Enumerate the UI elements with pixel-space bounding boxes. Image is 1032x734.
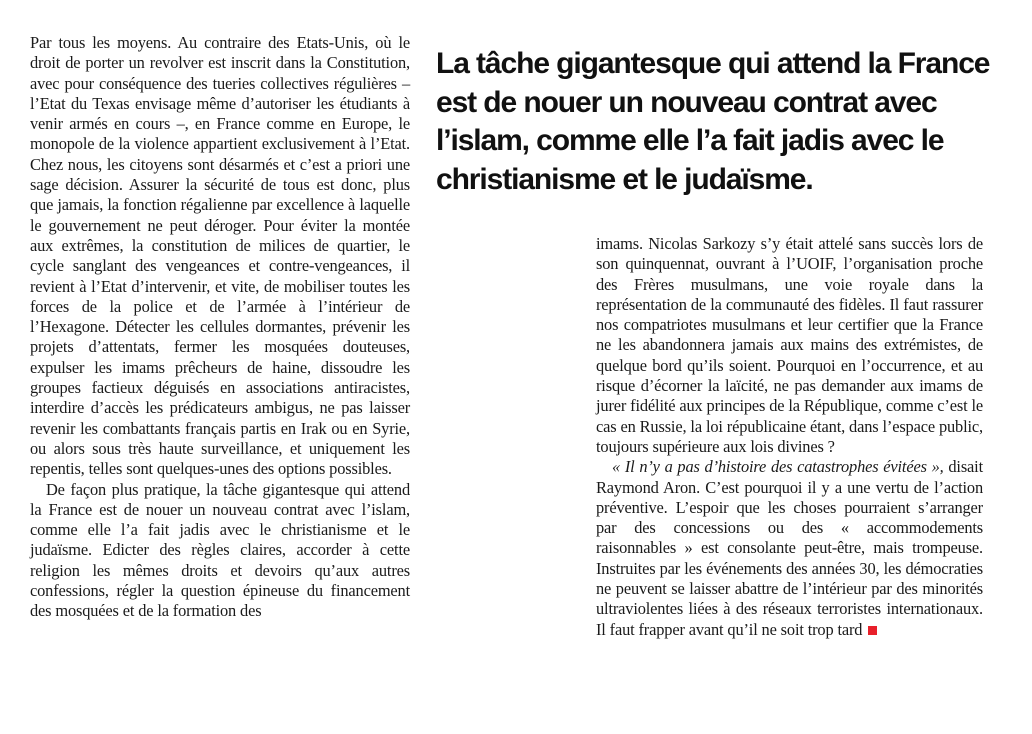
quotation-aron: « Il n’y a pas d’histoire des catastrophes évitées », <box>612 457 944 477</box>
body-paragraph: imams. Nicolas Sarkozy s’y était attelé sans succès lors de son quinquennat, ouvrant à l’UOIF, l’organisation proche des Frères musulmans, une voie royale dans la représentation de la communauté des fidèles. Il faut rassurer nos compatriotes musulmans et leur certifier que la France ne les abandonnera jamais aux mains des extrémistes, de quelque bord qu’ils soient. Pourquoi en l’occurrence, et au risque d’écorner la laïcité, ne pas demander aux imams de jurer fidélité aux principes de la République, comme c’est le cas en Russie, la loi républicaine étant, dans l’espace public, toujours supérieure aux lois divines ? <box>596 234 983 456</box>
article-column-left <box>30 33 410 622</box>
body-paragraph: Par tous les moyens. Au contraire des Etats-Unis, où le droit de porter un revolver est inscrit dans la Constitution, avec pour conséquence des tueries collectives régulières – l’Etat du Texas envisage même d’autoriser les étudiants à venir armés en cours –, en France comme en Europe, le monopole de la violence appartient exclusivement à l’Etat. Chez nous, les citoyens sont désarmés et c’est a priori une sage décision. Assurer la sécurité de tous est donc, plus que jamais, la fonction régalienne par excellence à laquelle le gouvernement ne peut déroger. Pour éviter la montée aux extrêmes, la constitution de milices de quartier, le cycle sanglant des vengeances et contre-vengeances, il revient à l’Etat d’intervenir, et vite, de mobiliser toutes les forces de la police et de l’armée à l’intérieur de l’Hexagone. Détecter les cellules dormantes, prévenir les projets d’attentats, fermer les mosquées douteuses, expulser les imams prêcheurs de haine, dissoudre les groupes factieux déguisés en associations antiracistes, interdire d’accès les prédicateurs ambigus, ne pas laisser revenir les combattants français partis en Irak ou en Syrie, ou alors sous très haute surveillance, et uniquement les repentis, telles sont quelques-unes des options possibles. <box>30 33 410 479</box>
body-paragraph: De façon plus pratique, la tâche gigantesque qui attend la France est de nouer un nouveau contrat avec l’islam, comme elle l’a fait jadis avec le christianisme et le judaïsme. Edicter des règles claires, accorder à cette religion les mêmes droits et devoirs qu’aux autres confessions, régler la question épineuse du financement des mosquées et de la formation des <box>30 479 410 621</box>
pull-quote: La tâche gigantesque qui attend la France est de nouer un nouveau contrat avec l’islam, comme elle l’a fait jadis avec le christianisme et le judaïsme. <box>436 47 990 196</box>
body-paragraph <box>596 457 983 640</box>
body-text: disait Raymond Aron. C’est pourquoi il y a une vertu de l’action préventive. L’espoir que les choses pourraient s’arranger par des concessions ou des « accommodements raisonnables » est consolante peut-être, mais trompeuse. Instruites par les événements des années 30, les démocraties ne peuvent se laisser abattre de l’intérieur par des minorités ultraviolentes liées à des réseaux terroristes internationaux. Il faut frapper avant qu’il ne soit trop tard <box>596 457 983 639</box>
article-column-right <box>596 234 983 640</box>
end-of-article-square-icon <box>868 626 877 635</box>
